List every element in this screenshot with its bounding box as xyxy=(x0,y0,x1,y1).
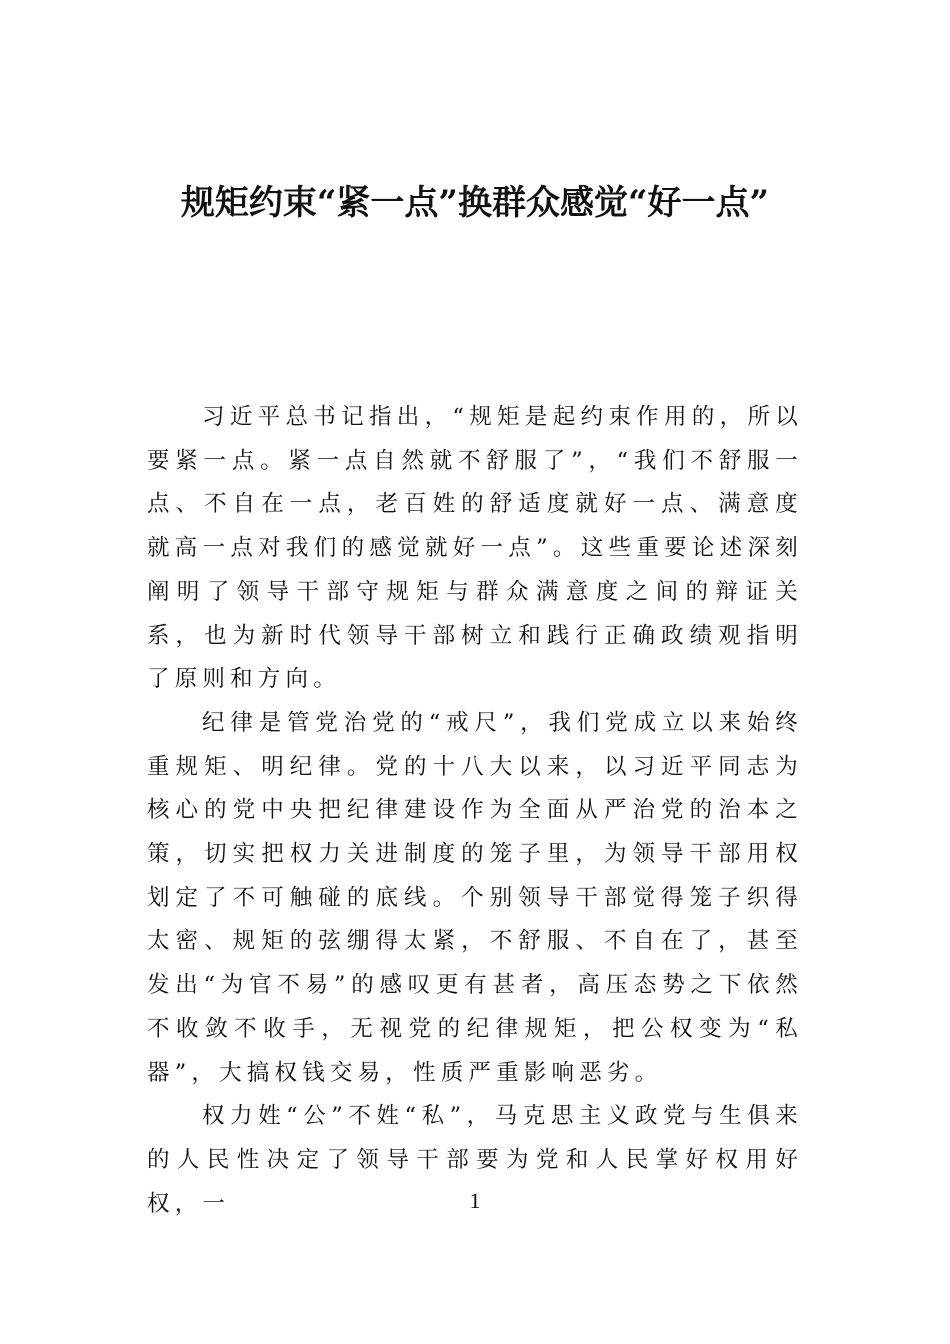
paragraph-2: 纪律是管党治党的“戒尺”，我们党成立以来始终重规矩、明纪律。党的十八大以来，以习近平同志为核心的党中央把纪律建设作为全面从严治党的治本之策，切实把权力关进制度的笼子里，为领导干部用权划定了不可触碰的底线。个别领导干部觉得笼子织得太密、规矩的弦绷得太紧，不舒服、不自在了，甚至发出“为官不易”的感叹更有甚者，高压态势之下依然不收敛不收手，无视党的纪律规矩，把公权变为“私器”，大搞权钱交易，性质严重影响恶劣。 xyxy=(147,709,803,1086)
paragraph-3: 权力姓“公”不姓“私”，马克思主义政党与生俱来的人民性决定了领导干部要为党和人民掌好权用好权，一 xyxy=(147,1103,803,1217)
paragraph-1: 习近平总书记指出，“规矩是起约束作用的，所以要紧一点。紧一点自然就不舒服了”，“我们不舒服一点、不自在一点，老百姓的舒适度就好一点、满意度就高一点对我们的感觉就好一点”。这些重要论述深刻阐明了领导干部守规矩与群众满意度之间的辩证关系，也为新时代领导干部树立和践行正确政绩观指明了原则和方向。 xyxy=(147,404,803,693)
page-number: 1 xyxy=(469,1188,481,1213)
document-body xyxy=(147,396,803,1226)
document-title: 规矩约束“紧一点”换群众感觉“好一点” xyxy=(180,183,770,223)
